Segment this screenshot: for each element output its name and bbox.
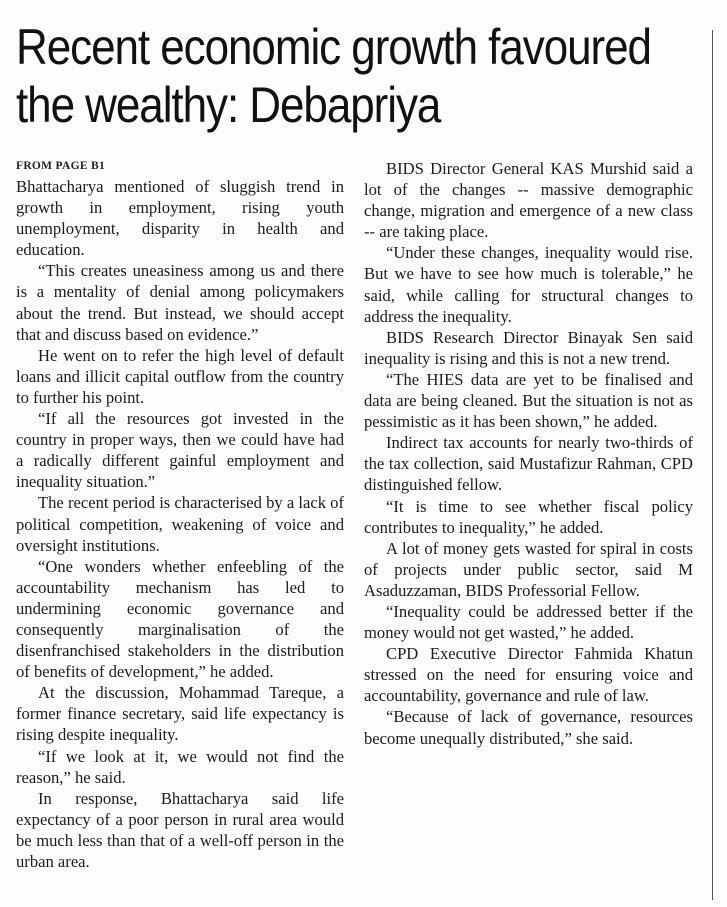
paragraph: He went on to refer the high level of default loans and illicit capital outflow from the country to further his point. [16, 345, 344, 407]
paragraph: “The HIES data are yet to be finalised and data are being cleaned. But the situation is not as pessimistic as it has been shown,” he added. [364, 369, 693, 432]
paragraph: CPD Executive Director Fahmida Khatun stressed on the need for ensuring voice and accountability, governance and rule of law. [364, 644, 693, 706]
paragraph: “If we look at it, we would not find the reason,” he said. [16, 746, 344, 787]
headline-line-1: Recent economic growth favoured [16, 19, 651, 75]
paragraph: In response, Bhattacharya said life expectancy of a poor person in rural area would be much less than that of a well-off person in the urban area. [16, 788, 344, 871]
paragraph: BIDS Director General KAS Murshid said a lot of the changes -- massive demographic change, migration and emergence of a new class -- are taking place. [364, 159, 693, 242]
paragraph: “Under these changes, inequality would rise. But we have to see how much is tolerable,” he said, while calling for structural changes to address the inequality. [364, 243, 693, 326]
paragraph: “One wonders whether enfeebling of the accountability mechanism has led to undermining economic governance and consequently marginalisation of the disenfranchised stakeholders in the distribution of benefits of development,” he added. [16, 556, 344, 682]
continuation-kicker: FROM PAGE B1 [16, 160, 105, 172]
paragraph: BIDS Research Director Binayak Sen said inequality is rising and this is not a new trend. [364, 327, 693, 368]
paragraph: The recent period is characterised by a lack of political competition, weakening of voice and oversight institutions. [16, 493, 344, 555]
paragraph: “If all the resources got invested in the country in proper ways, then we could have had a radically different gainful employment and inequality situation.” [16, 409, 344, 492]
headline-line-2: the wealthy: Debapriya [16, 77, 441, 133]
paragraph: At the discussion, Mohammad Tareque, a former finance secretary, said life expectancy is rising despite inequality. [16, 683, 344, 745]
article-headline [16, 18, 711, 134]
paragraph: A lot of money gets wasted for spiral in costs of projects under public sector, said M Asaduzzaman, BIDS Professorial Fellow. [364, 538, 693, 600]
paragraph: “Inequality could be addressed better if the money would not get wasted,” he added. [364, 601, 693, 643]
paragraph: Bhattacharya mentioned of sluggish trend in growth in employment, rising youth unemployment, disparity in health and education. [16, 177, 344, 260]
paragraph: “It is time to see whether fiscal policy contributes to inequality,” he added. [364, 496, 693, 537]
paragraph: “This creates uneasiness among us and there is a mentality of denial among policymakers about the trend. But instead, we should accept that and discuss based on evidence.” [16, 261, 344, 344]
paragraph: “Because of lack of governance, resources become unequally distributed,” she said. [364, 707, 693, 748]
column-rule [712, 30, 713, 900]
article-column-right [364, 158, 693, 749]
paragraph: Indirect tax accounts for nearly two-thirds of the tax collection, said Mustafizur Rahman, CPD distinguished fellow. [364, 433, 693, 495]
article-column-left [16, 158, 344, 872]
